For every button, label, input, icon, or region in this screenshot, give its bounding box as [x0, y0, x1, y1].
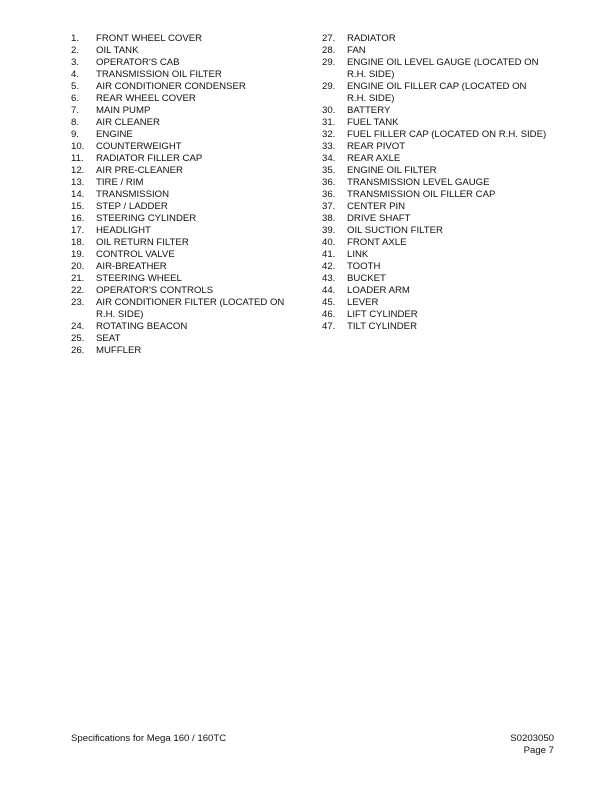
- legend-item: [71, 273, 291, 285]
- legend-item-number: 12.: [71, 165, 85, 176]
- legend-item: [71, 285, 291, 297]
- legend-item-label: OIL RETURN FILTER: [96, 237, 189, 248]
- legend-item: [71, 237, 291, 249]
- legend-item-label: RADIATOR FILLER CAP: [96, 153, 203, 164]
- legend-item-number: 47.: [322, 321, 336, 332]
- legend-item-label: AIR CONDITIONER FILTER (LOCATED ON R.H. SIDE): [96, 297, 285, 320]
- legend-item-number: 36.: [322, 189, 336, 200]
- legend-item: [71, 261, 291, 273]
- legend-item: [322, 45, 548, 57]
- legend-item-label: RADIATOR: [347, 33, 396, 44]
- legend-item: [322, 213, 548, 225]
- legend-item-number: 20.: [71, 261, 85, 272]
- legend-item: [71, 153, 291, 165]
- legend-item-label: TRANSMISSION LEVEL GAUGE: [347, 177, 490, 188]
- legend-item-number: 45.: [322, 297, 336, 308]
- legend-item-number: 25.: [71, 333, 85, 344]
- legend-item-label: AIR CONDITIONER CONDENSER: [96, 81, 246, 92]
- legend-item: [71, 297, 291, 321]
- legend-item-label: FRONT AXLE: [347, 237, 407, 248]
- legend-item-number: 18.: [71, 237, 85, 248]
- legend-item-label: ENGINE: [96, 129, 133, 140]
- legend-item-label: TRANSMISSION OIL FILLER CAP: [347, 189, 496, 200]
- legend-item: [322, 33, 548, 45]
- legend-item: [322, 141, 548, 153]
- legend-item-label: AIR CLEANER: [96, 117, 160, 128]
- legend-item-label: COUNTERWEIGHT: [96, 141, 182, 152]
- footer-page-number: Page 7: [523, 745, 554, 756]
- legend-item: [322, 237, 548, 249]
- legend-item-label: AIR-BREATHER: [96, 261, 167, 272]
- footer-right-block: [510, 733, 554, 757]
- legend-item: [322, 225, 548, 237]
- legend-item-number: 3.: [71, 57, 80, 68]
- legend-item: [322, 261, 548, 273]
- legend-item-label: LIFT CYLINDER: [347, 309, 418, 320]
- legend-item-label: BUCKET: [347, 273, 386, 284]
- legend-item-number: 5.: [71, 81, 80, 92]
- legend-item: [71, 57, 291, 69]
- legend-item-label: HEADLIGHT: [96, 225, 151, 236]
- legend-item-number: 40.: [322, 237, 336, 248]
- legend-item-label: FAN: [347, 45, 366, 56]
- legend-item: [322, 273, 548, 285]
- legend-item-number: 10.: [71, 141, 85, 152]
- legend-item-number: 11.: [71, 153, 84, 164]
- legend-item-label: LINK: [347, 249, 369, 260]
- legend-item-number: 44.: [322, 285, 336, 296]
- legend-item: [71, 141, 291, 153]
- legend-item-number: 29.: [322, 57, 336, 68]
- legend-item-number: 30.: [322, 105, 336, 116]
- legend-item-number: 15.: [71, 201, 85, 212]
- legend-item: [71, 321, 291, 333]
- legend-item-number: 21.: [71, 273, 85, 284]
- legend-item-label: ROTATING BEACON: [96, 321, 188, 332]
- legend-item-label: OPERATOR'S CONTROLS: [96, 285, 214, 296]
- legend-item-label: BATTERY: [347, 105, 391, 116]
- legend-item-label: ENGINE OIL FILTER: [347, 165, 437, 176]
- legend-item: [322, 297, 548, 309]
- legend-item-number: 22.: [71, 285, 85, 296]
- legend-item-label: MUFFLER: [96, 345, 142, 356]
- legend-item-label: STEP / LADDER: [96, 201, 168, 212]
- footer-document-title: Specifications for Mega 160 / 160TC: [71, 733, 227, 744]
- legend-item-number: 35.: [322, 165, 336, 176]
- legend-item-number: 17.: [71, 225, 85, 236]
- legend-item-number: 37.: [322, 201, 336, 212]
- legend-item-number: 32.: [322, 129, 336, 140]
- legend-item-number: 24.: [71, 321, 85, 332]
- legend-item-number: 6.: [71, 93, 80, 104]
- legend-item: [71, 225, 291, 237]
- legend-item-label: STEERING WHEEL: [96, 273, 182, 284]
- legend-item: [71, 165, 291, 177]
- legend-left-column: [71, 33, 291, 357]
- legend-item-label: CONTROL VALVE: [96, 249, 175, 260]
- legend-item: [322, 117, 548, 129]
- legend-item: [71, 81, 291, 93]
- legend-item-label: TILT CYLINDER: [347, 321, 418, 332]
- legend-item-number: 27.: [322, 33, 336, 44]
- legend-item: [71, 345, 291, 357]
- legend-item-label: TRANSMISSION OIL FILTER: [96, 69, 222, 80]
- legend-item-number: 39.: [322, 225, 336, 236]
- legend-item: [322, 189, 548, 201]
- legend-item-label: OIL SUCTION FILTER: [347, 225, 443, 236]
- legend-item-number: 14.: [71, 189, 85, 200]
- legend-item-label: TIRE / RIM: [96, 177, 144, 188]
- legend-item-number: 23.: [71, 297, 85, 308]
- legend-item-number: 7.: [71, 105, 80, 116]
- legend-item-label: SEAT: [96, 333, 121, 344]
- legend-item: [71, 213, 291, 225]
- legend-item-number: 2.: [71, 45, 80, 56]
- legend-item-number: 38.: [322, 213, 336, 224]
- legend-item: [71, 189, 291, 201]
- legend-item: [71, 177, 291, 189]
- legend-item-number: 29.: [322, 81, 336, 92]
- legend-item-number: 13.: [71, 177, 85, 188]
- legend-item-number: 43.: [322, 273, 336, 284]
- legend-item: [71, 117, 291, 129]
- legend-item-label: LEVER: [347, 297, 379, 308]
- legend-item-label: MAIN PUMP: [96, 105, 151, 116]
- legend-item-label: OIL TANK: [96, 45, 139, 56]
- legend-item-number: 33.: [322, 141, 336, 152]
- legend-item-number: 26.: [71, 345, 85, 356]
- legend-item-label: OPERATOR'S CAB: [96, 57, 180, 68]
- legend-item: [322, 81, 548, 105]
- legend-item-number: 28.: [322, 45, 336, 56]
- legend-item-number: 36.: [322, 177, 336, 188]
- legend-item: [71, 93, 291, 105]
- legend-item: [322, 309, 548, 321]
- legend-item-number: 19.: [71, 249, 85, 260]
- legend-item: [71, 105, 291, 117]
- legend-item: [71, 45, 291, 57]
- footer-document-code: S0203050: [510, 733, 554, 744]
- legend-item-label: TRANSMISSION: [96, 189, 170, 200]
- legend-item: [322, 105, 548, 117]
- legend-item: [322, 57, 548, 81]
- legend-item-label: REAR AXLE: [347, 153, 401, 164]
- legend-item: [322, 165, 548, 177]
- legend-right-column: [322, 33, 548, 333]
- legend-item-label: ENGINE OIL FILLER CAP (LOCATED ON R.H. SIDE): [347, 81, 527, 104]
- legend-item-label: CENTER PIN: [347, 201, 406, 212]
- legend-item-label: REAR WHEEL COVER: [96, 93, 196, 104]
- legend-item-number: 42.: [322, 261, 336, 272]
- legend-item-label: STEERING CYLINDER: [96, 213, 197, 224]
- legend-item-label: FUEL FILLER CAP (LOCATED ON R.H. SIDE): [347, 129, 547, 140]
- legend-item: [71, 201, 291, 213]
- legend-item-number: 1.: [71, 33, 80, 44]
- legend-item-number: 31.: [322, 117, 336, 128]
- legend-item: [71, 33, 291, 45]
- legend-item-label: LOADER ARM: [347, 285, 410, 296]
- legend-item: [322, 285, 548, 297]
- legend-item: [71, 333, 291, 345]
- legend-item: [322, 177, 548, 189]
- legend-item: [322, 321, 548, 333]
- legend-item: [322, 129, 548, 141]
- legend-item-label: REAR PIVOT: [347, 141, 406, 152]
- legend-item-label: FUEL TANK: [347, 117, 399, 128]
- legend-item-number: 9.: [71, 129, 80, 140]
- legend-item-number: 16.: [71, 213, 85, 224]
- legend-item: [322, 201, 548, 213]
- legend-item-number: 8.: [71, 117, 80, 128]
- legend-item-label: AIR PRE-CLEANER: [96, 165, 183, 176]
- legend-item-label: ENGINE OIL LEVEL GAUGE (LOCATED ON R.H. SIDE): [347, 57, 539, 80]
- legend-item-label: TOOTH: [347, 261, 381, 272]
- legend-item: [71, 69, 291, 81]
- legend-item-number: 46.: [322, 309, 336, 320]
- legend-item-number: 4.: [71, 69, 80, 80]
- legend-item-label: DRIVE SHAFT: [347, 213, 411, 224]
- legend-item: [322, 153, 548, 165]
- legend-item: [322, 249, 548, 261]
- legend-item-label: FRONT WHEEL COVER: [96, 33, 203, 44]
- legend-item: [71, 249, 291, 261]
- legend-item-number: 34.: [322, 153, 336, 164]
- legend-item-number: 41.: [322, 249, 336, 260]
- legend-item: [71, 129, 291, 141]
